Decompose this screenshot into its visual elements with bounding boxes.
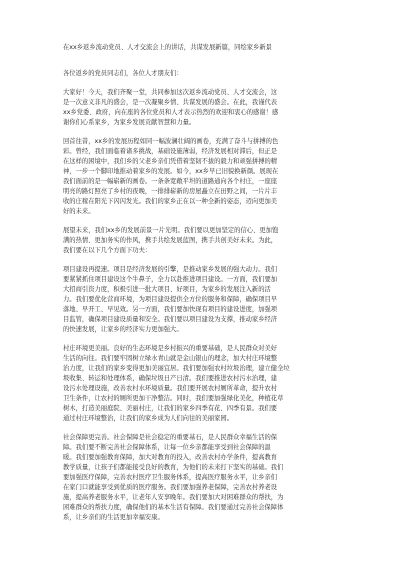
- paragraph-line: 我们面前的是一幅崭新的画卷。一条条宽敞平坦的道路通向各个村庄，一座座: [63, 178, 278, 185]
- spacer: [63, 54, 363, 63]
- paragraph-line: 困难群众的帮扶力度，确保他们的基本生活有保障。我们要通过完善社会保障体: [63, 504, 284, 511]
- spacer: [63, 335, 363, 344]
- paragraph-line: 目监管，确保项目建设质量和安全。我们要以项目建设为支撑，推动家乡经济: [63, 316, 278, 323]
- paragraph-greeting: [63, 88, 363, 128]
- paragraph-projects: [63, 265, 363, 335]
- paragraph-line: 暖。我们要加强教育保障，加大对教育的投入，改善农村办学条件，提高教育: [63, 454, 278, 461]
- paragraph-line: 展望未来，我们xx乡的发展前景一片光明。我们要以更加坚定的信心、更加饱: [63, 227, 279, 234]
- paragraph-line: 治力度，让我们的家乡变得更加美丽宜居。我们要加强农村垃圾治理，建立健全垃: [63, 365, 290, 372]
- paragraph-line: 明亮的路灯照亮了乡村的夜晚，一排排崭新的房屋矗立在田野之间，一片片丰: [63, 188, 278, 195]
- paragraph-line: 教学质量，让孩子们都能接受良好的教育，为他们的未来打下坚实的基础。我们: [63, 464, 284, 471]
- paragraph-line: 神，一步一个脚印地推动着家乡的发展。如今，xx乡早已旧貌换新颜。展现在: [63, 168, 279, 175]
- paragraph-line: 落地、早开工、早见效。另一方面，我们要加快现有项目的建设进度，加强项: [63, 306, 278, 313]
- paragraph-line: 设污水处理设施，改善农村水环境质量。我们要开展农村厕所革命，提升农村: [63, 385, 278, 392]
- paragraph-line: 我们要在以下几个方面下功夫：: [63, 247, 152, 254]
- paragraph-line: 卫生条件，让农村的厕所更加干净整洁。同时，我们要加强绿化美化，种植花草: [63, 395, 284, 402]
- paragraph-line: 在这样的困境中，我们乡的父老乡亲们凭借着坚韧不拔的毅力和顽强拼搏的精: [63, 158, 278, 165]
- paragraph-line: 谢你们心系家乡，为家乡发展贡献智慧和力量。: [63, 119, 196, 126]
- spacer: [63, 128, 363, 137]
- paragraph-line: 力。我们要优化营商环境，为项目建设提供全方位的服务和保障，确保项目早: [63, 296, 278, 303]
- paragraph-line: 村庄环境更美丽。良好的生态环境是乡村振兴的重要基础，是人民群众对美好: [63, 345, 278, 352]
- document-title: [63, 42, 363, 54]
- spacer: [63, 256, 363, 265]
- paragraph-line: 圾收集、转运和处理体系，确保垃圾日产日清。我们要推进农村污水治理，建: [63, 375, 278, 382]
- paragraph-line: 收的庄稼在阳光下闪闪发光。我们的家乡正在以一种全新的姿态，迈向更加美: [63, 198, 278, 205]
- paragraph-line: 满的热情、更加务实的作风，携手共绘发展蓝图，携手共创美好未来。为此，: [63, 237, 278, 244]
- paragraph-line: 社会保障更完善。社会保障是社会稳定的重要基石，是人民群众幸福生活的保: [63, 434, 278, 441]
- salutation: 各位返乡的党员同志们，各位人才朋友们：: [63, 70, 183, 77]
- paragraph-line: 彩。曾经，我们面临着诸多挑战，基础设施薄弱，经济发展相对滞后，但正是: [63, 148, 278, 155]
- paragraph-line: 要紧紧抓住项目建设这个牛鼻子，全力以赴推进项目建设。一方面，我们要加: [63, 276, 278, 283]
- paragraph-line: 要加强医疗保障，完善农村医疗卫生服务体系，提高医疗服务水平，让乡亲们: [63, 474, 278, 481]
- paragraph-line: 在家门口就能享受到优质的医疗服务。我们要加强养老保障，完善农村养老设: [63, 484, 278, 491]
- paragraph-history: [63, 137, 363, 217]
- paragraph-line: 生活的向往。我们要牢固树立绿水青山就是金山银山的理念，加大村庄环境整: [63, 355, 278, 362]
- title-line: 在xx乡返乡流动党员、人才交流会上的讲话，共谋发展新篇，同绘家乡新景: [63, 44, 272, 51]
- paragraph-line: 施，提高养老服务水平，让老年人安享晚年。我们要加大对困难群众的帮扶，为: [63, 494, 284, 501]
- paragraph-line: 障。我们要不断完善社会保障体系，让每一位乡亲都能享受到社会保障的温: [63, 444, 271, 451]
- paragraph-line: 的快速发展，让家乡的经济实力更加强大。: [63, 326, 183, 333]
- paragraph-social-security: [63, 433, 363, 523]
- spacer: [63, 79, 363, 88]
- paragraph-village-environment: [63, 344, 363, 424]
- paragraph-line: xx乡党委、政府，向在座的各位党员和人才表示热烈的欢迎和衷心的感谢！感: [63, 109, 279, 116]
- paragraph-line: 树木，打造美丽庭院、美丽村庄，让我们的家乡四季有花、四季有景。我们要: [63, 405, 278, 412]
- spacer: [63, 217, 363, 226]
- document-page: [63, 42, 363, 523]
- paragraph-line: 通过村庄环境整治，让我们的家乡成为人们向往的美丽家园。: [63, 415, 234, 422]
- paragraph-line: 项目建设再提速。项目是经济发展的引擎，是推动家乡发展的强大动力。我们: [63, 266, 278, 273]
- paragraph-line: 系，让乡亲们的生活更加幸福安康。: [63, 514, 164, 521]
- paragraph-line: 是一次意义非凡的盛会，是一次凝聚乡情、共谋发展的盛会。在此，我谨代表: [63, 99, 278, 106]
- paragraph-line: 大招商引资力度，积极引进一批大项目、好项目，为家乡的发展注入新的活: [63, 286, 271, 293]
- spacer: [63, 424, 363, 433]
- paragraph-line: 大家好！今天，我们齐聚一堂，共同参加这次返乡流动党员、人才交流会，这: [63, 89, 278, 96]
- paragraph-outlook: [63, 226, 363, 256]
- paragraph-line: 回首往昔，xx乡的发展历程如同一幅波澜壮阔的画卷，充满了奋斗与拼搏的色: [63, 138, 279, 145]
- paragraph-line: 好的未来。: [63, 208, 95, 215]
